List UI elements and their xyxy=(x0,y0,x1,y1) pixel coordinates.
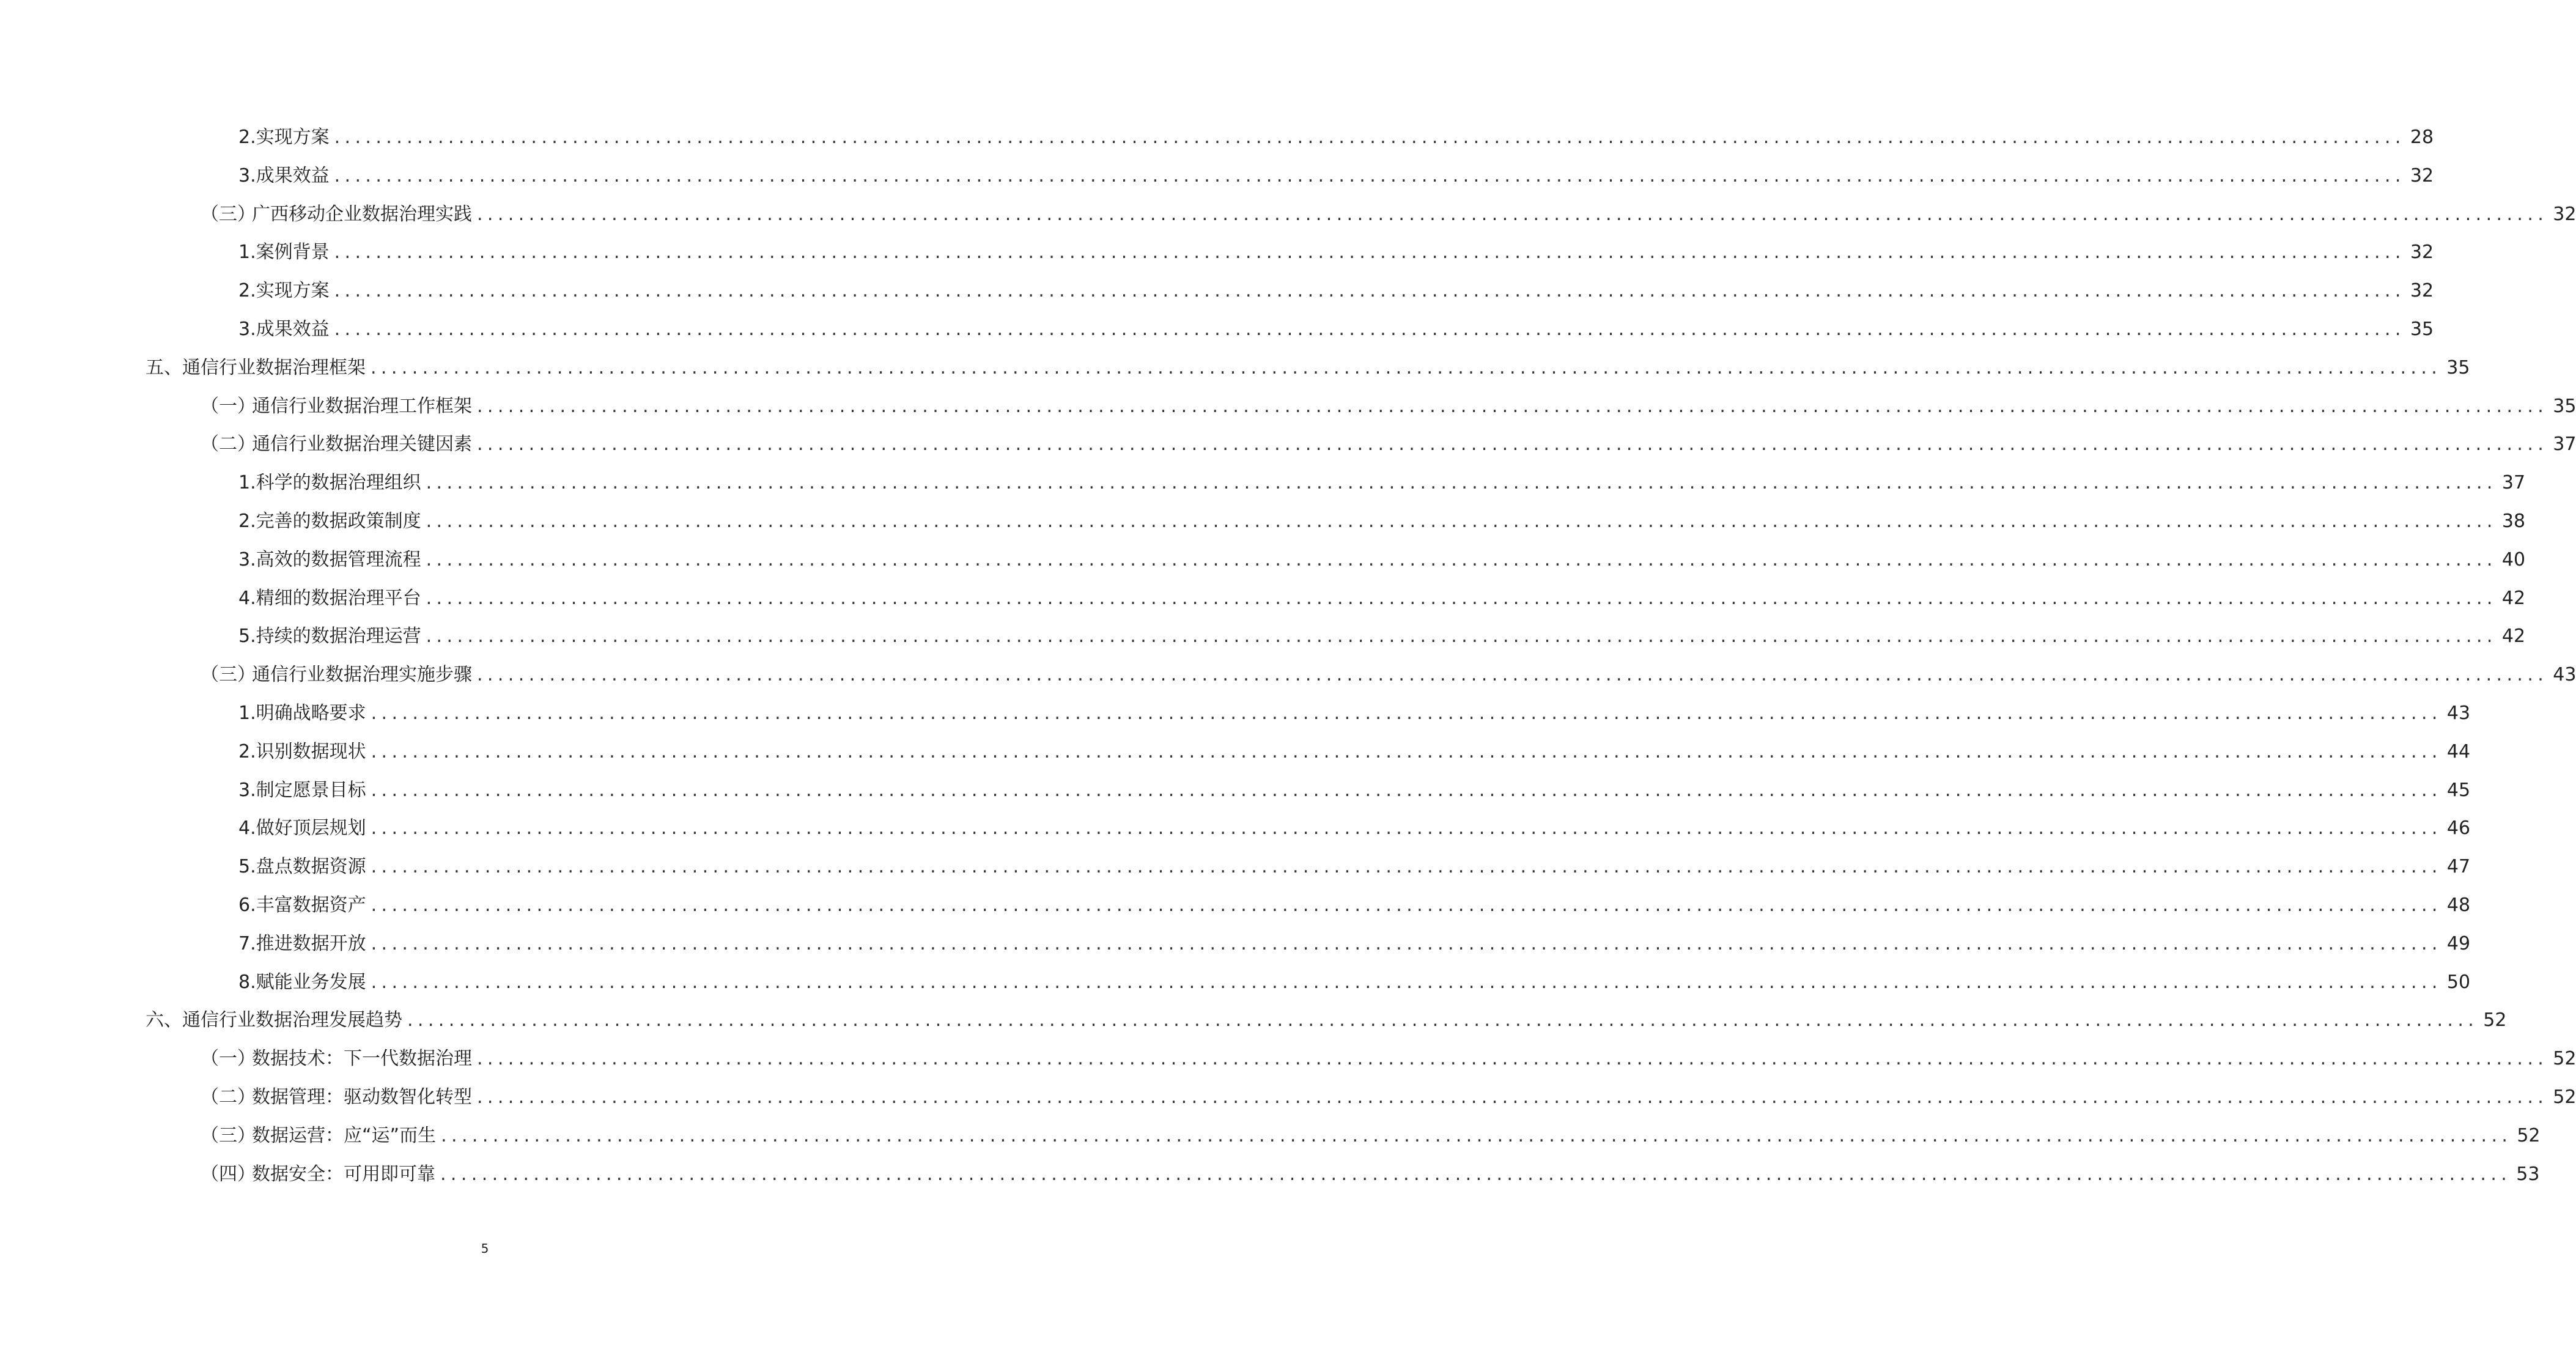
page-number: 5 xyxy=(481,1241,489,1256)
toc-entry-title: 案例背景 xyxy=(256,242,330,264)
toc-entry-page: 35 xyxy=(2446,356,2470,378)
toc-entry[interactable] xyxy=(201,1046,2576,1072)
toc-entry-title: 持续的数据治理运营 xyxy=(256,625,421,647)
toc-leader-dots: ........................................................................................................................................................................................................ xyxy=(440,1163,2512,1185)
toc-leader-dots: ........................................................................................................................................................................................................ xyxy=(426,511,2497,532)
toc-entry-page: 52 xyxy=(2517,1124,2541,1146)
toc-leader-dots: ........................................................................................................................................................................................................ xyxy=(334,127,2405,148)
toc-entry-number: 3. xyxy=(238,319,256,340)
toc-entry-page: 35 xyxy=(2553,395,2576,417)
toc-entry-title: 精细的数据治理平台 xyxy=(256,587,421,609)
toc-entry-page: 32 xyxy=(2410,164,2434,186)
toc-entry-page: 37 xyxy=(2553,433,2576,455)
toc-entry-number: 8. xyxy=(238,971,256,993)
toc-entry-title: 盘点数据资源 xyxy=(256,856,366,878)
toc-entry-title: 赋能业务发展 xyxy=(256,971,366,993)
toc-entry-title: 明确战略要求 xyxy=(256,703,366,724)
toc-entry-page: 52 xyxy=(2553,1086,2576,1108)
toc-entry[interactable] xyxy=(201,662,2576,688)
toc-entry-number: （三） xyxy=(201,664,256,686)
toc-entry-title: 通信行业数据治理发展趋势 xyxy=(182,1009,402,1031)
toc-entry-number: （一） xyxy=(201,395,256,417)
toc-entry-title: 数据运营：应“运”而生 xyxy=(252,1124,437,1146)
toc-entry[interactable] xyxy=(238,124,2434,151)
toc-entry[interactable] xyxy=(238,278,2434,304)
toc-entry-number: 六、 xyxy=(146,1009,182,1031)
toc-leader-dots: ........................................................................................................................................................................................................ xyxy=(371,703,2442,724)
toc-leader-dots: ........................................................................................................................................................................................................ xyxy=(334,242,2405,264)
toc-entry-page: 32 xyxy=(2553,203,2576,225)
toc-leader-dots: ........................................................................................................................................................................................................ xyxy=(371,856,2442,878)
toc-leader-dots: ........................................................................................................................................................................................................ xyxy=(371,356,2442,378)
toc-entry-number: 5. xyxy=(238,625,256,647)
toc-entry-title: 丰富数据资产 xyxy=(256,894,366,916)
toc-entry-number: （二） xyxy=(201,1086,256,1108)
toc-entry-title: 成果效益 xyxy=(256,164,330,186)
toc-entry-page: 50 xyxy=(2446,971,2471,993)
toc-entry[interactable] xyxy=(238,508,2526,535)
toc-entry-title: 制定愿景目标 xyxy=(256,779,366,801)
toc-leader-dots: ........................................................................................................................................................................................................ xyxy=(371,971,2442,993)
toc-entry-page: 47 xyxy=(2446,856,2471,878)
toc-leader-dots: ........................................................................................................................................................................................................ xyxy=(371,817,2442,839)
toc-entry-number: （三） xyxy=(201,203,256,225)
toc-leader-dots: ........................................................................................................................................................................................................ xyxy=(371,740,2442,762)
toc-entry[interactable] xyxy=(146,355,2470,382)
toc-entry-page: 42 xyxy=(2501,587,2526,609)
toc-entry-number: 3. xyxy=(238,164,256,186)
toc-entry-page: 28 xyxy=(2410,127,2434,148)
toc-entry-page: 35 xyxy=(2410,319,2434,340)
toc-entry-number: 5. xyxy=(238,856,256,878)
toc-entry-number: 4. xyxy=(238,817,256,839)
toc-entry-number: 7. xyxy=(238,932,256,954)
toc-leader-dots: ........................................................................................................................................................................................................ xyxy=(426,587,2497,609)
toc-entry-title: 推进数据开放 xyxy=(256,932,366,954)
toc-entry-title: 数据管理：驱动数智化转型 xyxy=(252,1086,472,1108)
toc-leader-dots: ........................................................................................................................................................................................................ xyxy=(477,1086,2548,1108)
toc-leader-dots: ........................................................................................................................................................................................................ xyxy=(334,164,2405,186)
toc-entry-title: 成果效益 xyxy=(256,319,330,340)
toc-entry[interactable] xyxy=(238,815,2471,842)
toc-entry[interactable] xyxy=(238,739,2471,765)
toc-entry-title: 广西移动企业数据治理实践 xyxy=(252,203,472,225)
toc-leader-dots: ........................................................................................................................................................................................................ xyxy=(477,664,2548,686)
toc-entry[interactable] xyxy=(201,393,2576,420)
toc-entry-number: 2. xyxy=(238,740,256,762)
toc-leader-dots: ........................................................................................................................................................................................................ xyxy=(477,203,2548,225)
toc-entry-title: 数据安全：可用即可靠 xyxy=(252,1163,435,1185)
toc-entry-title: 做好顶层规划 xyxy=(256,817,366,839)
toc-entry[interactable] xyxy=(201,1084,2576,1111)
toc-leader-dots: ........................................................................................................................................................................................................ xyxy=(334,319,2405,340)
toc-entry[interactable] xyxy=(238,969,2471,996)
toc-entry-page: 49 xyxy=(2446,932,2471,954)
toc-entry[interactable] xyxy=(238,547,2526,574)
toc-leader-dots: ........................................................................................................................................................................................................ xyxy=(371,779,2442,801)
toc-entry-title: 通信行业数据治理工作框架 xyxy=(252,395,472,417)
toc-entry[interactable] xyxy=(201,431,2576,458)
toc-entry-page: 37 xyxy=(2501,472,2526,494)
toc-entry-page: 43 xyxy=(2553,664,2576,686)
toc-entry-page: 53 xyxy=(2516,1163,2540,1185)
toc-entry-number: 4. xyxy=(238,587,256,609)
toc-entry-page: 42 xyxy=(2501,625,2526,647)
toc-entry-number: （一） xyxy=(201,1048,256,1070)
toc-leader-dots: ........................................................................................................................................................................................................ xyxy=(477,1048,2548,1070)
toc-entry-title: 数据技术：下一代数据治理 xyxy=(252,1048,472,1070)
toc-entry[interactable] xyxy=(201,201,2576,228)
toc-entry[interactable] xyxy=(238,163,2434,190)
toc-entry[interactable] xyxy=(238,623,2526,650)
toc-entry-page: 40 xyxy=(2501,548,2526,570)
toc-entry-number: 2. xyxy=(238,127,256,148)
toc-entry-title: 完善的数据政策制度 xyxy=(256,511,421,532)
toc-leader-dots: ........................................................................................................................................................................................................ xyxy=(426,472,2497,494)
toc-leader-dots: ........................................................................................................................................................................................................ xyxy=(426,625,2497,647)
toc-leader-dots: ........................................................................................................................................................................................................ xyxy=(371,894,2442,916)
toc-entry-title: 实现方案 xyxy=(256,280,330,302)
toc-entry-number: 2. xyxy=(238,280,256,302)
toc-entry-page: 43 xyxy=(2446,703,2471,724)
toc-entry-number: 五、 xyxy=(146,356,182,378)
toc-entry-number: 6. xyxy=(238,894,256,916)
toc-entry[interactable] xyxy=(238,931,2471,957)
toc-entry-page: 32 xyxy=(2410,280,2434,302)
toc-entry-page: 52 xyxy=(2483,1009,2507,1031)
toc-entry-title: 通信行业数据治理关键因素 xyxy=(252,433,472,455)
toc-entry[interactable] xyxy=(201,1123,2541,1149)
toc-entry-title: 识别数据现状 xyxy=(256,740,366,762)
toc-entry-number: （四） xyxy=(201,1163,256,1185)
toc-leader-dots: ........................................................................................................................................................................................................ xyxy=(371,932,2442,954)
toc-entry-title: 通信行业数据治理实施步骤 xyxy=(252,664,472,686)
toc-entry-page: 38 xyxy=(2501,511,2526,532)
toc-entry-number: 3. xyxy=(238,548,256,570)
toc-leader-dots: ........................................................................................................................................................................................................ xyxy=(407,1009,2479,1031)
toc-entry[interactable] xyxy=(238,700,2471,727)
toc-entry-page: 45 xyxy=(2446,779,2471,801)
toc-entry[interactable] xyxy=(146,1007,2507,1034)
toc-entry[interactable] xyxy=(238,854,2471,880)
toc-leader-dots: ........................................................................................................................................................................................................ xyxy=(477,433,2548,455)
toc-leader-dots: ........................................................................................................................................................................................................ xyxy=(334,280,2405,302)
toc-entry-number: 1. xyxy=(238,472,256,494)
toc-entry-page: 52 xyxy=(2553,1048,2576,1070)
toc-entry[interactable] xyxy=(238,892,2471,919)
toc-entry-title: 高效的数据管理流程 xyxy=(256,548,421,570)
toc-entry-title: 通信行业数据治理框架 xyxy=(182,356,366,378)
toc-entry-number: 1. xyxy=(238,242,256,264)
toc-leader-dots: ........................................................................................................................................................................................................ xyxy=(441,1124,2512,1146)
toc-entry-page: 48 xyxy=(2446,894,2471,916)
toc-entry-number: 1. xyxy=(238,703,256,724)
toc-entry-number: （三） xyxy=(201,1124,256,1146)
toc-entry-page: 32 xyxy=(2410,242,2434,264)
toc-entry-number: 2. xyxy=(238,511,256,532)
toc-entry-title: 实现方案 xyxy=(256,127,330,148)
toc-entry[interactable] xyxy=(238,585,2526,612)
toc-entry[interactable] xyxy=(238,239,2434,266)
toc-entry[interactable] xyxy=(238,777,2471,804)
toc-leader-dots: ........................................................................................................................................................................................................ xyxy=(426,548,2497,570)
toc-entry-page: 46 xyxy=(2446,817,2471,839)
toc-entry-title: 科学的数据治理组织 xyxy=(256,472,421,494)
toc-leader-dots: ........................................................................................................................................................................................................ xyxy=(477,395,2548,417)
toc-entry[interactable] xyxy=(238,316,2434,343)
toc-entry-number: 3. xyxy=(238,779,256,801)
toc-entry-number: （二） xyxy=(201,433,256,455)
toc-entry-page: 44 xyxy=(2446,740,2471,762)
toc-entry[interactable] xyxy=(238,470,2526,496)
toc-entry[interactable] xyxy=(201,1161,2540,1188)
